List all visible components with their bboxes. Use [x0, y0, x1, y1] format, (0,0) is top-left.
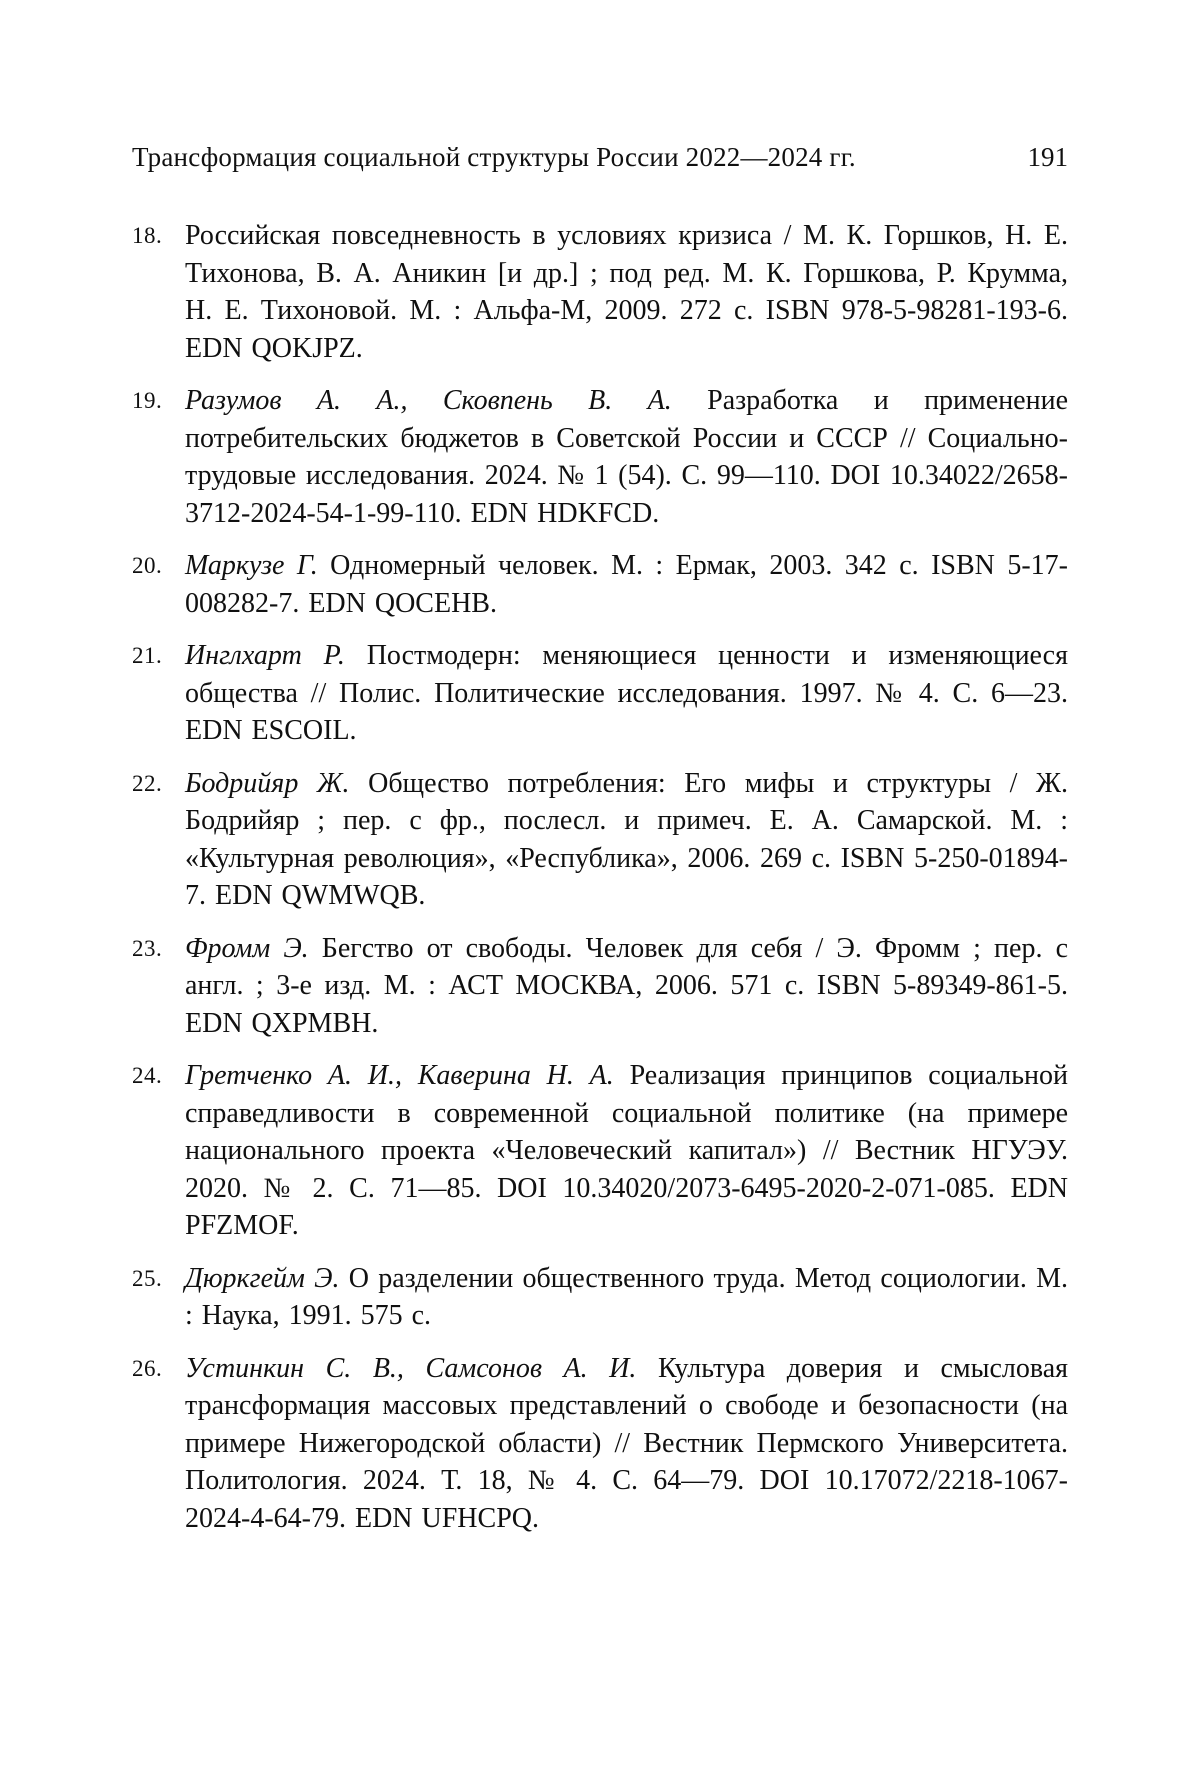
reference-item — [132, 1350, 1068, 1538]
reference-item — [132, 217, 1068, 367]
reference-list — [132, 217, 1068, 1538]
reference-item — [132, 765, 1068, 915]
reference-number: 22. — [132, 770, 163, 796]
reference-body — [185, 547, 1068, 622]
reference-number: 26. — [132, 1355, 163, 1381]
reference-text: Российская повседневность в условиях кризиса / М. К. Горшков, Н. Е. Тихонова, В. А. Аникин [и др.] ; под ред. М. К. Горшкова, Р. Крумма, Н. Е. Тихоновой. М. : Альфа-М, 2009. 272 с. ISBN 978-5-98281-193-6. EDN QOKJPZ. — [185, 220, 1068, 364]
reference-body — [185, 1350, 1068, 1538]
page-number: 191 — [1027, 142, 1068, 172]
reference-item — [132, 1260, 1068, 1335]
reference-item — [132, 930, 1068, 1043]
reference-number: 24. — [132, 1063, 163, 1089]
reference-author: Маркузе Г. — [185, 550, 331, 582]
reference-body — [185, 217, 1068, 367]
reference-body — [185, 382, 1068, 532]
reference-author: Устинкин С. В., Самсонов А. И. — [185, 1352, 658, 1384]
reference-author: Бодрийяр Ж. — [185, 767, 369, 799]
reference-item — [132, 637, 1068, 750]
reference-number: 21. — [132, 643, 163, 669]
reference-body — [185, 1260, 1068, 1335]
reference-body — [185, 930, 1068, 1043]
reference-text: Разработка и применение потребительских бюджетов в Советской России и СССР // Социально-трудовые исследования. 2024. № 1 (54). С. 99—110. DOI 10.34022/2658-3712-2024-54-1-99-110. EDN HDKFCD. — [185, 385, 1068, 529]
reference-text: Культура доверия и смысловая трансформация массовых представлений о свободе и безопасности (на примере Нижегородской области) // Вестник Пермского Университета. Политология. 2024. Т. 18, № 4. С. 64—79. DOI 10.17072/2218-1067-2024-4-64-79. EDN UFHCPQ. — [185, 1352, 1068, 1534]
reference-number: 20. — [132, 553, 163, 579]
reference-author: Дюркгейм Э. — [185, 1262, 349, 1294]
reference-text: Общество потребления: Его мифы и структуры / Ж. Бодрийяр ; пер. с фр., послесл. и примеч. Е. А. Самарской. М. : «Культурная революция», «Республика», 2006. 269 с. ISBN 5-250-01894-7. EDN QWMWQB. — [185, 767, 1068, 912]
reference-author: Фромм Э. — [185, 932, 322, 964]
reference-text: Реализация принципов социальной справедливости в современной социальной политике (на примере национального проекта «Человеческий капитал») // Вестник НГУЭУ. 2020. № 2. С. 71—85. DOI 10.34020/2073-6495-2020-2-071-085. EDN PFZMOF. — [185, 1060, 1068, 1242]
reference-item — [132, 1057, 1068, 1245]
reference-text: Постмодерн: меняющиеся ценности и изменяющиеся общества // Полис. Политические исследования. 1997. № 4. С. 6—23. EDN ESCOIL. — [185, 640, 1068, 747]
reference-text: О разделении общественного труда. Метод социологии. М. : Наука, 1991. 575 с. — [185, 1262, 1069, 1332]
reference-author: Разумов А. А., Сковпень В. А. — [185, 385, 708, 417]
reference-item — [132, 382, 1068, 532]
reference-author: Инглхарт Р. — [185, 640, 367, 672]
reference-number: 23. — [132, 935, 163, 961]
reference-text: Одномерный человек. М. : Ермак, 2003. 342 с. ISBN 5-17-008282-7. EDN QOCEHB. — [185, 550, 1068, 619]
running-header — [132, 142, 1068, 173]
reference-text: Бегство от свободы. Человек для себя / Э. Фромм ; пер. с англ. ; 3-е изд. М. : АСТ МОСКВА, 2006. 571 с. ISBN 5-89349-861-5. EDN QXPMBH. — [185, 932, 1068, 1039]
running-header-title: Трансформация социальной структуры России 2022—2024 гг. — [132, 142, 856, 172]
reference-item — [132, 547, 1068, 622]
reference-body — [185, 1057, 1068, 1245]
reference-number: 25. — [132, 1265, 163, 1291]
reference-body — [185, 637, 1068, 750]
reference-number: 19. — [132, 388, 163, 414]
reference-number: 18. — [132, 223, 163, 248]
reference-body — [185, 765, 1068, 915]
reference-author: Гретченко А. И., Каверина Н. А. — [185, 1060, 630, 1092]
